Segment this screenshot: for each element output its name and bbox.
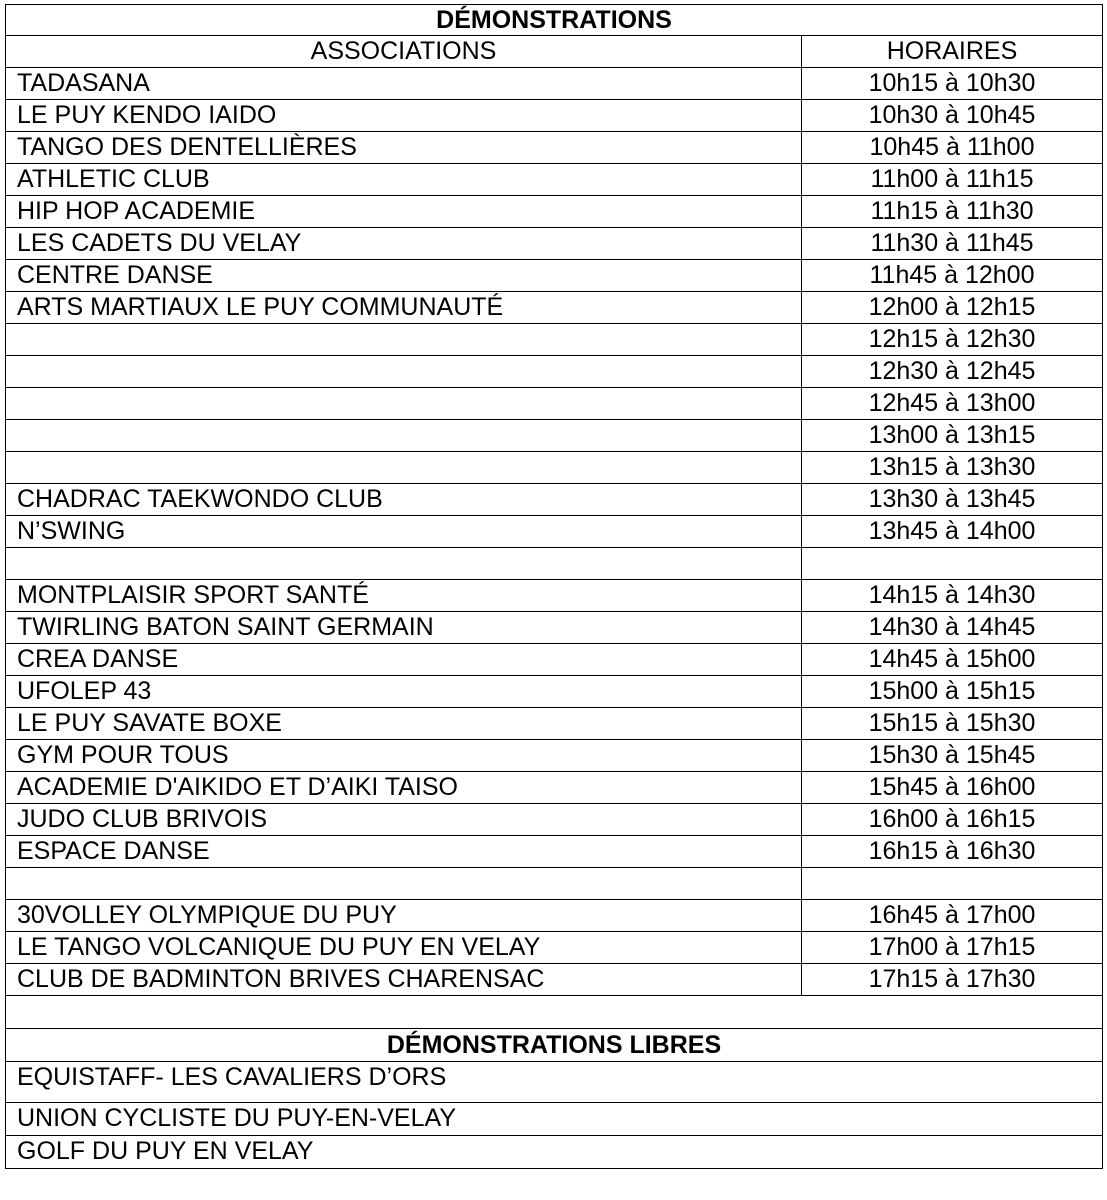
- schedule-row: [6, 644, 1103, 676]
- horaire-cell: 15h15 à 15h30: [802, 708, 1103, 740]
- libre-row: [6, 1136, 1103, 1169]
- association-cell: ACADEMIE D'AIKIDO ET D’AIKI TAISO: [6, 772, 802, 804]
- association-cell: HIP HOP ACADEMIE: [6, 196, 802, 228]
- horaire-cell: 14h30 à 14h45: [802, 612, 1103, 644]
- horaire-cell: 13h15 à 13h30: [802, 452, 1103, 484]
- horaire-cell: 11h15 à 11h30: [802, 196, 1103, 228]
- association-cell: CREA DANSE: [6, 644, 802, 676]
- libre-item: UNION CYCLISTE DU PUY-EN-VELAY: [6, 1103, 1103, 1136]
- horaire-cell: 14h45 à 15h00: [802, 644, 1103, 676]
- horaire-cell: 16h45 à 17h00: [802, 900, 1103, 932]
- libre-row: [6, 1062, 1103, 1103]
- schedule-row: [6, 292, 1103, 324]
- association-cell: TANGO DES DENTELLIÈRES: [6, 132, 802, 164]
- horaire-cell: 12h00 à 12h15: [802, 292, 1103, 324]
- horaire-cell: 12h15 à 12h30: [802, 324, 1103, 356]
- horaire-cell: 10h30 à 10h45: [802, 100, 1103, 132]
- association-cell: TWIRLING BATON SAINT GERMAIN: [6, 612, 802, 644]
- schedule-row: [6, 612, 1103, 644]
- association-cell: ARTS MARTIAUX LE PUY COMMUNAUTÉ: [6, 292, 802, 324]
- libre-row: [6, 1103, 1103, 1136]
- horaire-cell: 17h00 à 17h15: [802, 932, 1103, 964]
- horaire-cell: 12h45 à 13h00: [802, 388, 1103, 420]
- schedule-row: [6, 900, 1103, 932]
- association-cell: 30VOLLEY OLYMPIQUE DU PUY: [6, 900, 802, 932]
- association-cell: CENTRE DANSE: [6, 260, 802, 292]
- libres-title-row: [6, 1029, 1103, 1062]
- horaire-cell: 11h45 à 12h00: [802, 260, 1103, 292]
- schedule-row: [6, 836, 1103, 868]
- association-cell: LE PUY SAVATE BOXE: [6, 708, 802, 740]
- association-cell: MONTPLAISIR SPORT SANTÉ: [6, 580, 802, 612]
- horaire-cell: 15h45 à 16h00: [802, 772, 1103, 804]
- associations-header: ASSOCIATIONS: [6, 36, 802, 68]
- schedule-row: [6, 932, 1103, 964]
- schedule-row: [6, 356, 1103, 388]
- schedule-row: [6, 964, 1103, 996]
- schedule-row: [6, 484, 1103, 516]
- spacer-row: [6, 996, 1103, 1029]
- horaire-cell: 15h30 à 15h45: [802, 740, 1103, 772]
- association-cell: [6, 324, 802, 356]
- schedule-sheet: [5, 4, 1102, 1169]
- association-cell: UFOLEP 43: [6, 676, 802, 708]
- schedule-row: [6, 164, 1103, 196]
- association-cell: JUDO CLUB BRIVOIS: [6, 804, 802, 836]
- schedule-row: [6, 132, 1103, 164]
- schedule-row: [6, 420, 1103, 452]
- horaire-cell: 11h30 à 11h45: [802, 228, 1103, 260]
- libre-item: EQUISTAFF- LES CAVALIERS D’ORS: [6, 1062, 1103, 1103]
- libre-item: GOLF DU PUY EN VELAY: [6, 1136, 1103, 1169]
- association-cell: ATHLETIC CLUB: [6, 164, 802, 196]
- header-row: [6, 36, 1103, 68]
- schedule-row: [6, 868, 1103, 900]
- horaire-cell: 11h00 à 11h15: [802, 164, 1103, 196]
- horaire-cell: 13h00 à 13h15: [802, 420, 1103, 452]
- association-cell: [6, 388, 802, 420]
- association-cell: LES CADETS DU VELAY: [6, 228, 802, 260]
- horaire-cell: 15h00 à 15h15: [802, 676, 1103, 708]
- horaire-cell: 14h15 à 14h30: [802, 580, 1103, 612]
- horaires-header: HORAIRES: [802, 36, 1103, 68]
- schedule-row: [6, 676, 1103, 708]
- horaire-cell: 16h00 à 16h15: [802, 804, 1103, 836]
- schedule-row: [6, 548, 1103, 580]
- schedule-row: [6, 196, 1103, 228]
- association-cell: CHADRAC TAEKWONDO CLUB: [6, 484, 802, 516]
- schedule-row: [6, 740, 1103, 772]
- spacer-cell: [6, 996, 1103, 1029]
- libres-title: DÉMONSTRATIONS LIBRES: [6, 1029, 1103, 1062]
- horaire-cell: [802, 868, 1103, 900]
- association-cell: [6, 452, 802, 484]
- horaire-cell: 13h45 à 14h00: [802, 516, 1103, 548]
- horaire-cell: 17h15 à 17h30: [802, 964, 1103, 996]
- association-cell: [6, 420, 802, 452]
- schedule-row: [6, 452, 1103, 484]
- schedule-row: [6, 580, 1103, 612]
- association-cell: LE PUY KENDO IAIDO: [6, 100, 802, 132]
- association-cell: LE TANGO VOLCANIQUE DU PUY EN VELAY: [6, 932, 802, 964]
- association-cell: TADASANA: [6, 68, 802, 100]
- horaire-cell: 13h30 à 13h45: [802, 484, 1103, 516]
- horaire-cell: [802, 548, 1103, 580]
- association-cell: GYM POUR TOUS: [6, 740, 802, 772]
- association-cell: [6, 356, 802, 388]
- schedule-row: [6, 68, 1103, 100]
- demonstrations-title: DÉMONSTRATIONS: [6, 5, 1103, 36]
- association-cell: N’SWING: [6, 516, 802, 548]
- schedule-row: [6, 228, 1103, 260]
- schedule-row: [6, 260, 1103, 292]
- schedule-row: [6, 516, 1103, 548]
- association-cell: [6, 548, 802, 580]
- schedule-row: [6, 100, 1103, 132]
- schedule-row: [6, 804, 1103, 836]
- demonstrations-table: [5, 4, 1103, 1169]
- association-cell: ESPACE DANSE: [6, 836, 802, 868]
- horaire-cell: 12h30 à 12h45: [802, 356, 1103, 388]
- horaire-cell: 16h15 à 16h30: [802, 836, 1103, 868]
- schedule-row: [6, 388, 1103, 420]
- schedule-row: [6, 772, 1103, 804]
- association-cell: CLUB DE BADMINTON BRIVES CHARENSAC: [6, 964, 802, 996]
- association-cell: [6, 868, 802, 900]
- schedule-row: [6, 708, 1103, 740]
- horaire-cell: 10h45 à 11h00: [802, 132, 1103, 164]
- horaire-cell: 10h15 à 10h30: [802, 68, 1103, 100]
- schedule-row: [6, 324, 1103, 356]
- demonstrations-title-row: [6, 5, 1103, 36]
